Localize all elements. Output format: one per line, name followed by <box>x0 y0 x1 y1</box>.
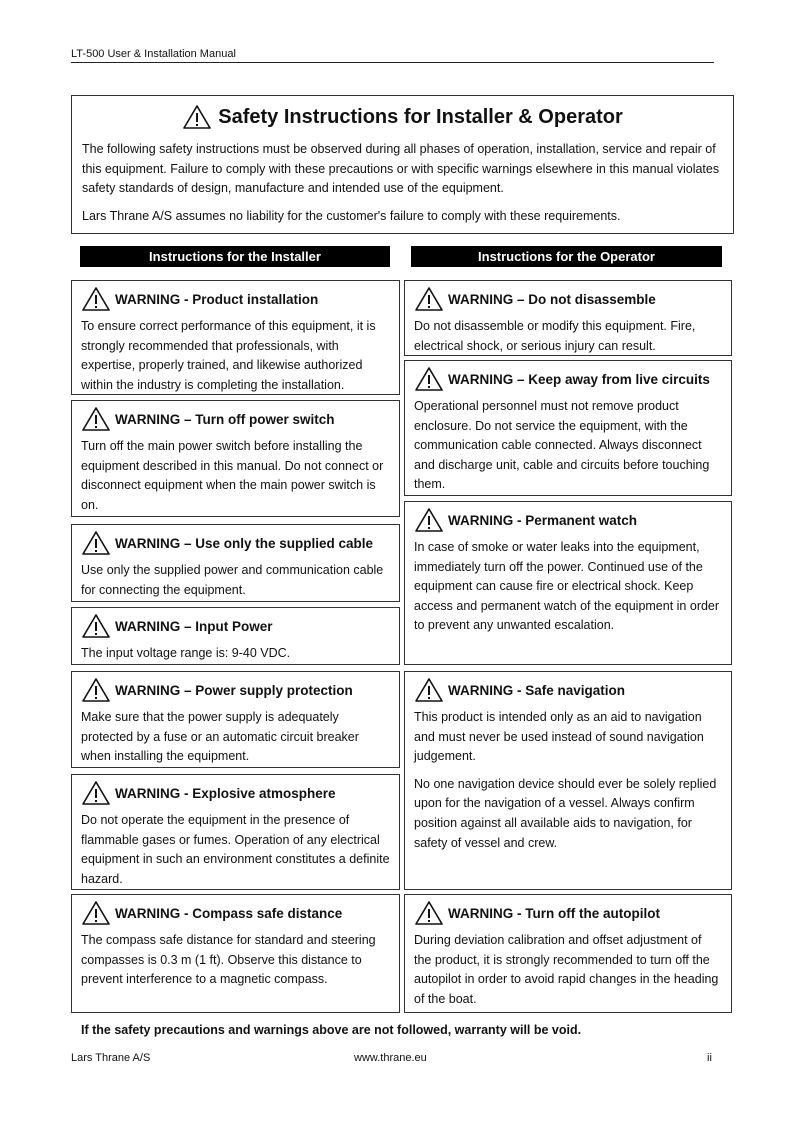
intro-paragraph-2: Lars Thrane A/S assumes no liability for the customer's failure to comply with these requirements. <box>82 208 621 223</box>
warning-title-row <box>81 676 390 704</box>
warning-title-row <box>81 779 390 807</box>
warning-body: No one navigation device should ever be solely replied upon for the navigation of a vessel. Always confirm position against all available aids to navigation, for safety of vessel and crew. <box>414 776 717 850</box>
intro-title: Safety Instructions for Installer & Operator <box>218 105 623 128</box>
intro-heading <box>82 104 723 130</box>
warning-title: WARNING – Input Power <box>115 618 273 634</box>
installer-column-heading: Instructions for the Installer <box>80 246 390 267</box>
warning-body: To ensure correct performance of this equipment, it is strongly recommended that professionals, with expertise, properly trained, and likewise authorized within the industry is completing the installation. <box>81 319 376 392</box>
warning-triangle-icon <box>414 900 444 926</box>
warning-title-row <box>81 899 390 927</box>
warning-triangle-icon <box>81 286 111 312</box>
warning-title: WARNING - Safe navigation <box>448 682 626 698</box>
warning-title: WARNING – Power supply protection <box>115 682 353 698</box>
warning-body: The compass safe distance for standard and steering compasses is 0.3 m (1 ft). Observe this distance to prevent interference to a magnetic compass. <box>81 933 376 987</box>
intro-paragraph-1: The following safety instructions must be observed during all phases of operation, installation, service and repair of this equipment. Failure to comply with these precautions or with specific warnings elsewhere in this manual violates safety standards of design, manufacture and intended use of the equipment. <box>82 142 720 195</box>
warning-do-not-disassemble <box>404 280 732 356</box>
header-rule <box>71 62 714 63</box>
warning-triangle-icon <box>414 366 444 392</box>
warning-body: Use only the supplied power and communication cable for connecting the equipment. <box>81 563 384 597</box>
operator-column-heading: Instructions for the Operator <box>411 246 722 267</box>
warning-triangle-icon <box>414 286 444 312</box>
warning-body: The input voltage range is: 9-40 VDC. <box>81 646 291 660</box>
warning-input-power <box>71 607 400 665</box>
warning-title-row <box>414 676 722 704</box>
warning-triangle-icon <box>182 104 212 130</box>
warning-title: WARNING - Turn off the autopilot <box>448 905 660 921</box>
warning-title: WARNING - Permanent watch <box>448 512 638 528</box>
warning-title: WARNING – Turn off power switch <box>115 411 335 427</box>
warning-triangle-icon <box>414 507 444 533</box>
warning-title-row <box>81 612 390 640</box>
warranty-note: If the safety precautions and warnings above are not followed, warranty will be void. <box>81 1023 582 1037</box>
warning-triangle-icon <box>81 406 111 432</box>
warning-body: Turn off the main power switch before installing the equipment described in this manual. Do not connect or disconnect equipment when the main power switch is on. <box>81 439 384 512</box>
warning-compass-safe-distance <box>71 894 400 1013</box>
warning-product-installation <box>71 280 400 395</box>
warning-body: During deviation calibration and offset adjustment of the product, it is strongly recommended to turn off the autopilot in order to avoid rapid changes in the heading of the boat. <box>414 933 719 1006</box>
footer-website[interactable]: www.thrane.eu <box>354 1052 427 1064</box>
warning-body: Do not operate the equipment in the presence of flammable gases or fumes. Operation of any electrical equipment in such an environment constitutes a definite hazard. <box>81 813 390 886</box>
warning-title-row <box>414 899 722 927</box>
warning-triangle-icon <box>414 677 444 703</box>
warning-keep-away-live-circuits <box>404 360 732 496</box>
warning-triangle-icon <box>81 780 111 806</box>
warning-triangle-icon <box>81 900 111 926</box>
warning-title: WARNING – Do not disassemble <box>448 291 656 307</box>
warning-title-row <box>81 405 390 433</box>
warning-triangle-icon <box>81 613 111 639</box>
warning-title-row <box>81 285 390 313</box>
warning-body: Operational personnel must not remove product enclosure. Do not service the equipment, with the communication cable connected. Always disconnect and discharge unit, cable and circuits before touching them. <box>414 399 710 492</box>
warning-permanent-watch <box>404 501 732 665</box>
running-header: LT-500 User & Installation Manual <box>71 48 236 60</box>
warning-title: WARNING – Use only the supplied cable <box>115 535 374 551</box>
warning-turn-off-power-switch <box>71 400 400 517</box>
warning-title: WARNING - Explosive atmosphere <box>115 785 336 801</box>
footer-company: Lars Thrane A/S <box>71 1052 151 1064</box>
warning-body: This product is intended only as an aid to navigation and must never be used instead of sound navigation judgement. <box>414 710 704 764</box>
warning-title-row <box>414 285 722 313</box>
warning-power-supply-protection <box>71 671 400 768</box>
warning-title-row <box>414 506 722 534</box>
warning-body: In case of smoke or water leaks into the equipment, immediately turn off the power. Continued use of the equipment can cause fire or electrical shock. Keep access and permanent watch of the equipment in order to prevent any unwanted escalation. <box>414 540 720 633</box>
warning-explosive-atmosphere <box>71 774 400 890</box>
warning-body: Make sure that the power supply is adequately protected by a fuse or an automatic circuit breaker when installing the equipment. <box>81 710 359 764</box>
footer-page-number: ii <box>707 1052 712 1064</box>
warning-triangle-icon <box>81 677 111 703</box>
warning-title-row <box>81 529 390 557</box>
warning-safe-navigation <box>404 671 732 890</box>
intro-box <box>71 95 734 234</box>
warning-title: WARNING - Product installation <box>115 291 319 307</box>
warning-title: WARNING – Keep away from live circuits <box>448 371 710 387</box>
warning-triangle-icon <box>81 530 111 556</box>
warning-body: Do not disassemble or modify this equipment. Fire, electrical shock, or serious injury can result. <box>414 319 696 353</box>
warning-supplied-cable <box>71 524 400 602</box>
warning-turn-off-autopilot <box>404 894 732 1013</box>
warning-title: WARNING - Compass safe distance <box>115 905 343 921</box>
warning-title-row <box>414 365 722 393</box>
